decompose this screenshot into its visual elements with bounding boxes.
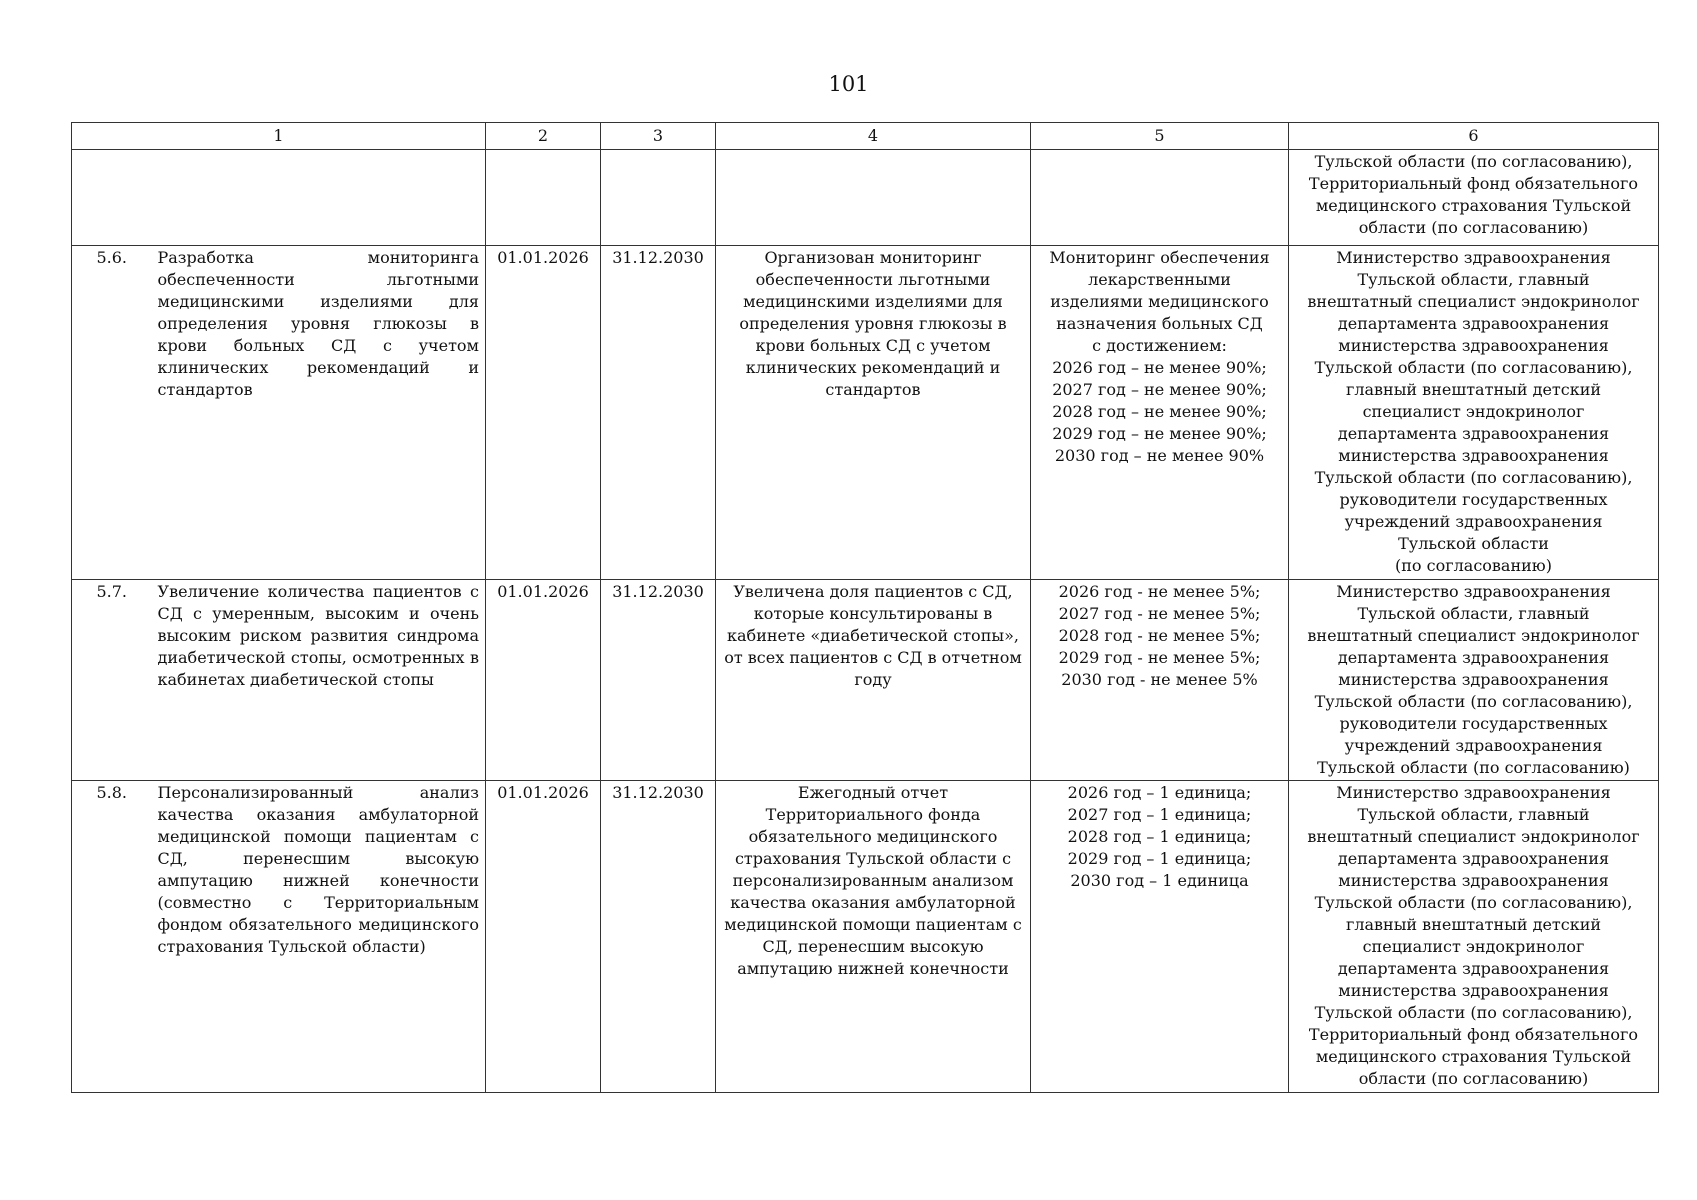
start-date-cell: 01.01.2026 [486,246,601,580]
table-row [72,781,1659,1093]
col-header-5: 5 [1031,123,1289,150]
header-row [72,123,1659,150]
table-row [72,246,1659,580]
indicator-cell: 2026 год - не менее 5%; 2027 год - не менее 5%; 2028 год - не менее 5%; 2029 год - не менее 5%; 2030 год - не менее 5% [1031,580,1289,781]
result-cell [716,150,1031,246]
end-date-cell: 31.12.2030 [601,580,716,781]
responsible-cell: Министерство здравоохранения Тульской области, главный внештатный специалист эндокринолог департамента здравоохранения министерства здравоохранения Тульской области (по согласованию), руководители государственных учреждений здравоохранения Тульской области (по согласованию) [1289,580,1659,781]
responsible-cell: Министерство здравоохранения Тульской области, главный внештатный специалист эндокринолог департамента здравоохранения министерства здравоохранения Тульской области (по согласованию), главный внештатный детский специалист эндокринолог департамента здравоохранения министерства здравоохранения Тульской области (по согласованию), Территориальный фонд обязательного медицинского страхования Тульской области (по согласованию) [1289,781,1659,1093]
row-number [72,150,152,246]
start-date-cell: 01.01.2026 [486,580,601,781]
activity-cell: Увеличение количества пациентов с СД с умеренным, высоким и очень высоким риском развития синдрома диабетической стопы, осмотренных в кабинетах диабетической стопы [152,580,486,781]
end-date-cell [601,150,716,246]
end-date-cell: 31.12.2030 [601,781,716,1093]
table-row [72,150,1659,246]
activity-cell [152,150,486,246]
col-header-1: 1 [72,123,486,150]
result-cell: Увеличена доля пациентов с СД, которые консультированы в кабинете «диабетической стопы», от всех пациентов с СД в отчетном году [716,580,1031,781]
responsible-cell: Тульской области (по согласованию), Территориальный фонд обязательного медицинского страхования Тульской области (по согласованию) [1289,150,1659,246]
page-number: 101 [828,72,869,96]
col-header-6: 6 [1289,123,1659,150]
table-row [72,580,1659,781]
start-date-cell: 01.01.2026 [486,781,601,1093]
indicator-cell [1031,150,1289,246]
result-cell: Ежегодный отчет Территориального фонда обязательного медицинского страхования Тульской области с персонализированным анализом качества оказания амбулаторной медицинской помощи пациентам с СД, перенесшим высокую ампутацию нижней конечности [716,781,1031,1093]
row-number: 5.7. [72,580,152,781]
indicator-cell: 2026 год – 1 единица; 2027 год – 1 единица; 2028 год – 1 единица; 2029 год – 1 единица; 2030 год – 1 единица [1031,781,1289,1093]
plan-table [71,122,1659,1093]
start-date-cell [486,150,601,246]
activity-cell: Персонализированный анализ качества оказания амбулаторной медицинской помощи пациентам с СД, перенесшим высокую ампутацию нижней конечности (совместно с Территориальным фондом обязательного медицинского страхования Тульской области) [152,781,486,1093]
responsible-cell: Министерство здравоохранения Тульской области, главный внештатный специалист эндокринолог департамента здравоохранения министерства здравоохранения Тульской области (по согласованию), главный внештатный детский специалист эндокринолог департамента здравоохранения министерства здравоохранения Тульской области (по согласованию), руководители государственных учреждений здравоохранения Тульской области (по согласованию) [1289,246,1659,580]
col-header-3: 3 [601,123,716,150]
row-number: 5.6. [72,246,152,580]
activity-cell: Разработка мониторинга обеспеченности льготными медицинскими изделиями для определения уровня глюкозы в крови больных СД с учетом клинических рекомендаций и стандартов [152,246,486,580]
end-date-cell: 31.12.2030 [601,246,716,580]
indicator-cell: Мониторинг обеспечения лекарственными изделиями медицинского назначения больных СД с достижением: 2026 год – не менее 90%; 2027 год – не менее 90%; 2028 год – не менее 90%; 2029 год – не менее 90%; 2030 год – не менее 90% [1031,246,1289,580]
col-header-4: 4 [716,123,1031,150]
result-cell: Организован мониторинг обеспеченности льготными медицинскими изделиями для определения уровня глюкозы в крови больных СД с учетом клинических рекомендаций и стандартов [716,246,1031,580]
col-header-2: 2 [486,123,601,150]
row-number: 5.8. [72,781,152,1093]
